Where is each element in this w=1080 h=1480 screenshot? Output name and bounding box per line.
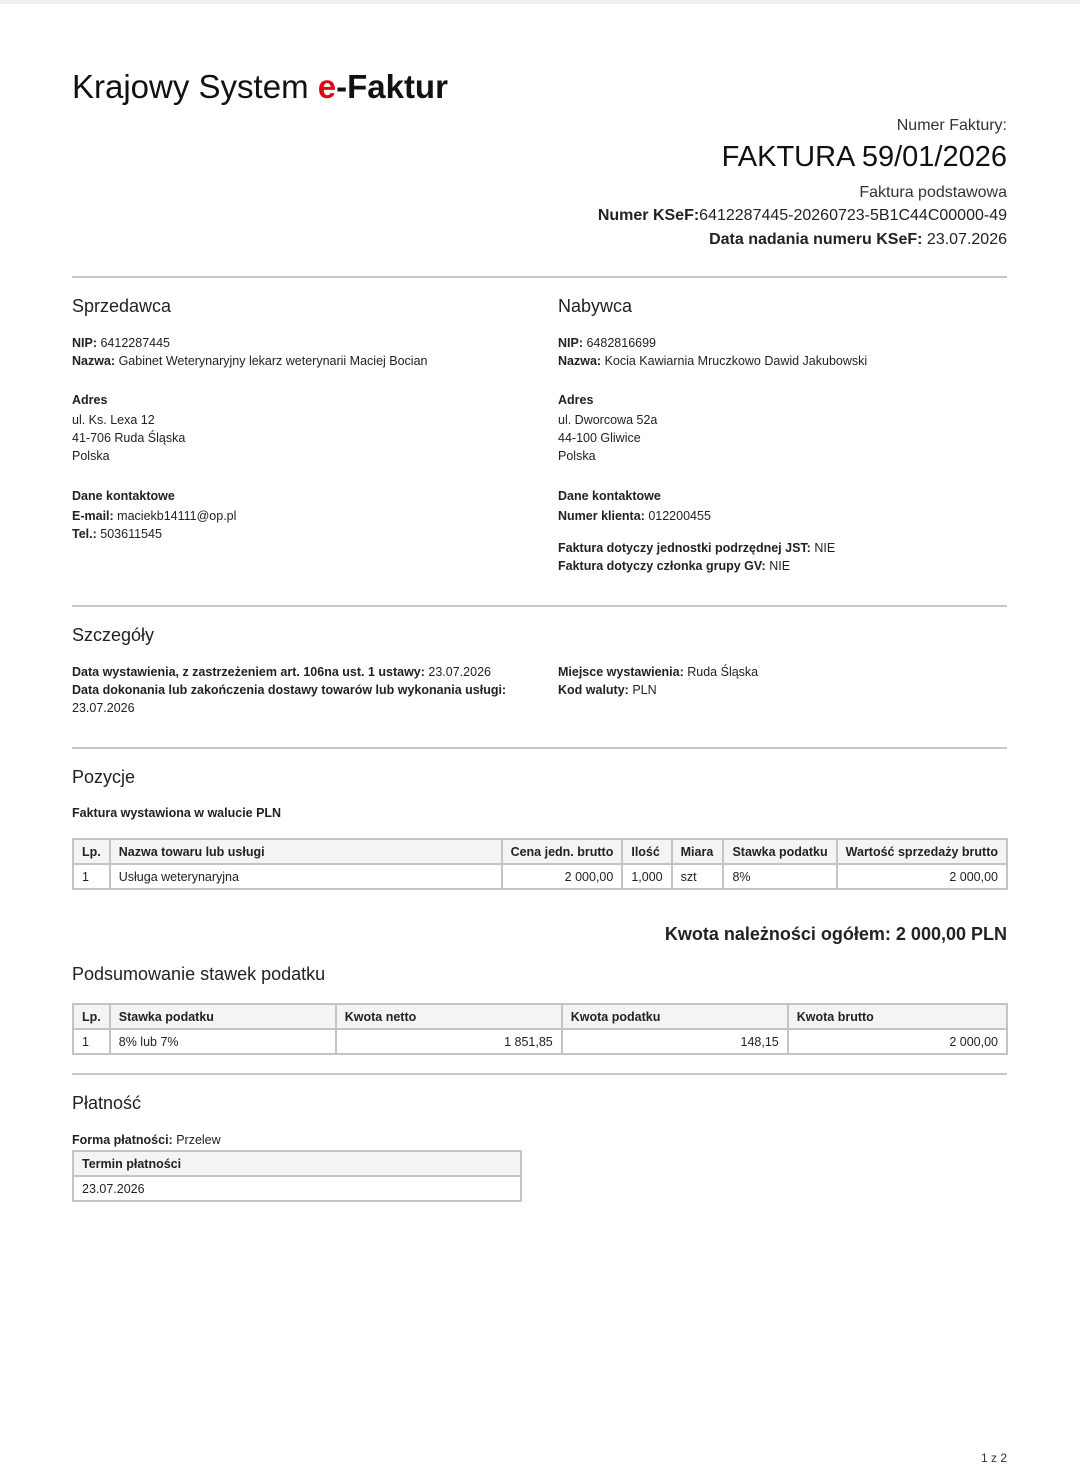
table-cell: 1 xyxy=(73,864,110,889)
items-currency-note: Faktura wystawiona w walucie PLN xyxy=(72,806,282,820)
invoice-number-label: Numer Faktury: xyxy=(896,117,1007,134)
table-cell: 2 000,00 xyxy=(502,864,623,889)
table-cell: Usługa weterynaryjna xyxy=(110,864,502,889)
total-amount: Kwota należności ogółem: 2 000,00 PLN xyxy=(664,924,1007,944)
ksef-number xyxy=(598,206,1007,226)
divider xyxy=(72,605,1007,607)
divider xyxy=(72,1073,1007,1075)
table-header-row xyxy=(73,1004,1007,1029)
table-cell: 2 000,00 xyxy=(788,1029,1007,1054)
table-row xyxy=(73,864,1007,889)
column-header: Kwota netto xyxy=(336,1004,562,1029)
seller-address-label: Adres xyxy=(72,393,108,407)
seller-nip: NIP: 6412287445 xyxy=(72,336,171,350)
invoice-header xyxy=(598,116,1007,250)
seller-address-line: ul. Ks. Lexa 12 xyxy=(72,413,155,427)
invoice-number: FAKTURA 59/01/2026 xyxy=(721,141,1007,173)
table-cell: 2 000,00 xyxy=(837,864,1007,889)
seller-address-line: 41-706 Ruda Śląska xyxy=(72,431,186,445)
seller-address-line: Polska xyxy=(72,449,110,463)
items-table xyxy=(72,838,1008,890)
column-header: Termin płatności xyxy=(73,1151,521,1176)
buyer-contact-label: Dane kontaktowe xyxy=(558,489,661,503)
ksef-date-value: 23.07.2026 xyxy=(926,231,1007,248)
divider xyxy=(72,747,1007,749)
table-cell: szt xyxy=(672,864,724,889)
table-cell: 8% xyxy=(723,864,836,889)
table-row xyxy=(73,1029,1007,1054)
seller-phone: Tel.: 503611545 xyxy=(72,527,162,541)
table-cell: 1 xyxy=(73,1029,110,1054)
buyer-client-number: Numer klienta: 012200455 xyxy=(558,509,711,523)
table-cell: 1,000 xyxy=(622,864,671,889)
page-indicator: 1 z 2 xyxy=(980,1451,1007,1465)
buyer-name: Nazwa: Kocia Kawiarnia Mruczkowo Dawid Jakubowski xyxy=(558,354,868,368)
column-header: Stawka podatku xyxy=(723,839,836,864)
column-header: Wartość sprzedaży brutto xyxy=(837,839,1007,864)
buyer-nip: NIP: 6482816699 xyxy=(558,336,657,350)
table-header-row xyxy=(73,1151,521,1176)
tax-summary-table xyxy=(72,1003,1008,1055)
table-header-row xyxy=(73,839,1007,864)
ksef-date-label: Data nadania numeru KSeF: xyxy=(709,231,923,248)
ksef-number-label: Numer KSeF: xyxy=(597,207,700,224)
seller-contact-label: Dane kontaktowe xyxy=(72,489,175,503)
column-header: Stawka podatku xyxy=(110,1004,336,1029)
logo-e: e xyxy=(317,68,337,105)
delivery-date: 23.07.2026 xyxy=(72,701,135,715)
payment-form: Forma płatności: Przelew xyxy=(72,1133,221,1147)
column-header: Ilość xyxy=(622,839,671,864)
column-header: Miara xyxy=(672,839,724,864)
ksef-number-value: 6412287445-20260723-5B1C44C00000-49 xyxy=(699,207,1007,224)
buyer-title: Nabywca xyxy=(558,296,633,316)
top-bar xyxy=(0,0,1080,4)
tax-summary-title: Podsumowanie stawek podatku xyxy=(72,964,326,984)
column-header: Nazwa towaru lub usługi xyxy=(110,839,502,864)
column-header: Lp. xyxy=(73,839,110,864)
seller-title: Sprzedawca xyxy=(72,296,172,316)
column-header: Cena jedn. brutto xyxy=(502,839,623,864)
column-header: Lp. xyxy=(73,1004,110,1029)
buyer-address-line: ul. Dworcowa 52a xyxy=(558,413,658,427)
payment-title: Płatność xyxy=(72,1093,142,1113)
column-header: Kwota podatku xyxy=(562,1004,788,1029)
buyer-address-label: Adres xyxy=(558,393,594,407)
ksef-logo xyxy=(72,68,448,106)
payment-due-table xyxy=(72,1150,522,1202)
details-title: Szczegóły xyxy=(72,625,155,645)
buyer-address-line: Polska xyxy=(558,449,596,463)
table-cell: 1 851,85 xyxy=(336,1029,562,1054)
table-cell: 8% lub 7% xyxy=(110,1029,336,1054)
table-cell: 148,15 xyxy=(562,1029,788,1054)
logo-faktur: -Faktur xyxy=(336,68,448,105)
column-header: Kwota brutto xyxy=(788,1004,1007,1029)
table-row xyxy=(73,1176,521,1201)
seller-email: E-mail: maciekb14111@op.pl xyxy=(72,509,237,523)
items-title: Pozycje xyxy=(72,767,136,787)
buyer-gv: Faktura dotyczy członka grupy GV: NIE xyxy=(558,559,791,573)
delivery-date-label: Data dokonania lub zakończenia dostawy towarów lub wykonania usługi: xyxy=(72,683,507,697)
buyer-address-line: 44-100 Gliwice xyxy=(558,431,641,445)
table-cell: 23.07.2026 xyxy=(73,1176,521,1201)
seller-name: Nazwa: Gabinet Weterynaryjny lekarz weterynarii Maciej Bocian xyxy=(72,354,428,368)
logo-text: Krajowy System xyxy=(72,68,318,105)
ksef-date xyxy=(598,230,1007,250)
buyer-jst: Faktura dotyczy jednostki podrzędnej JST: NIE xyxy=(558,541,836,555)
issue-date: Data wystawienia, z zastrzeżeniem art. 106na ust. 1 ustawy: 23.07.2026 xyxy=(72,665,491,679)
divider xyxy=(72,276,1007,278)
currency-code: Kod waluty: PLN xyxy=(558,683,657,697)
issue-place: Miejsce wystawienia: Ruda Śląska xyxy=(558,665,759,679)
invoice-kind: Faktura podstawowa xyxy=(859,184,1007,201)
